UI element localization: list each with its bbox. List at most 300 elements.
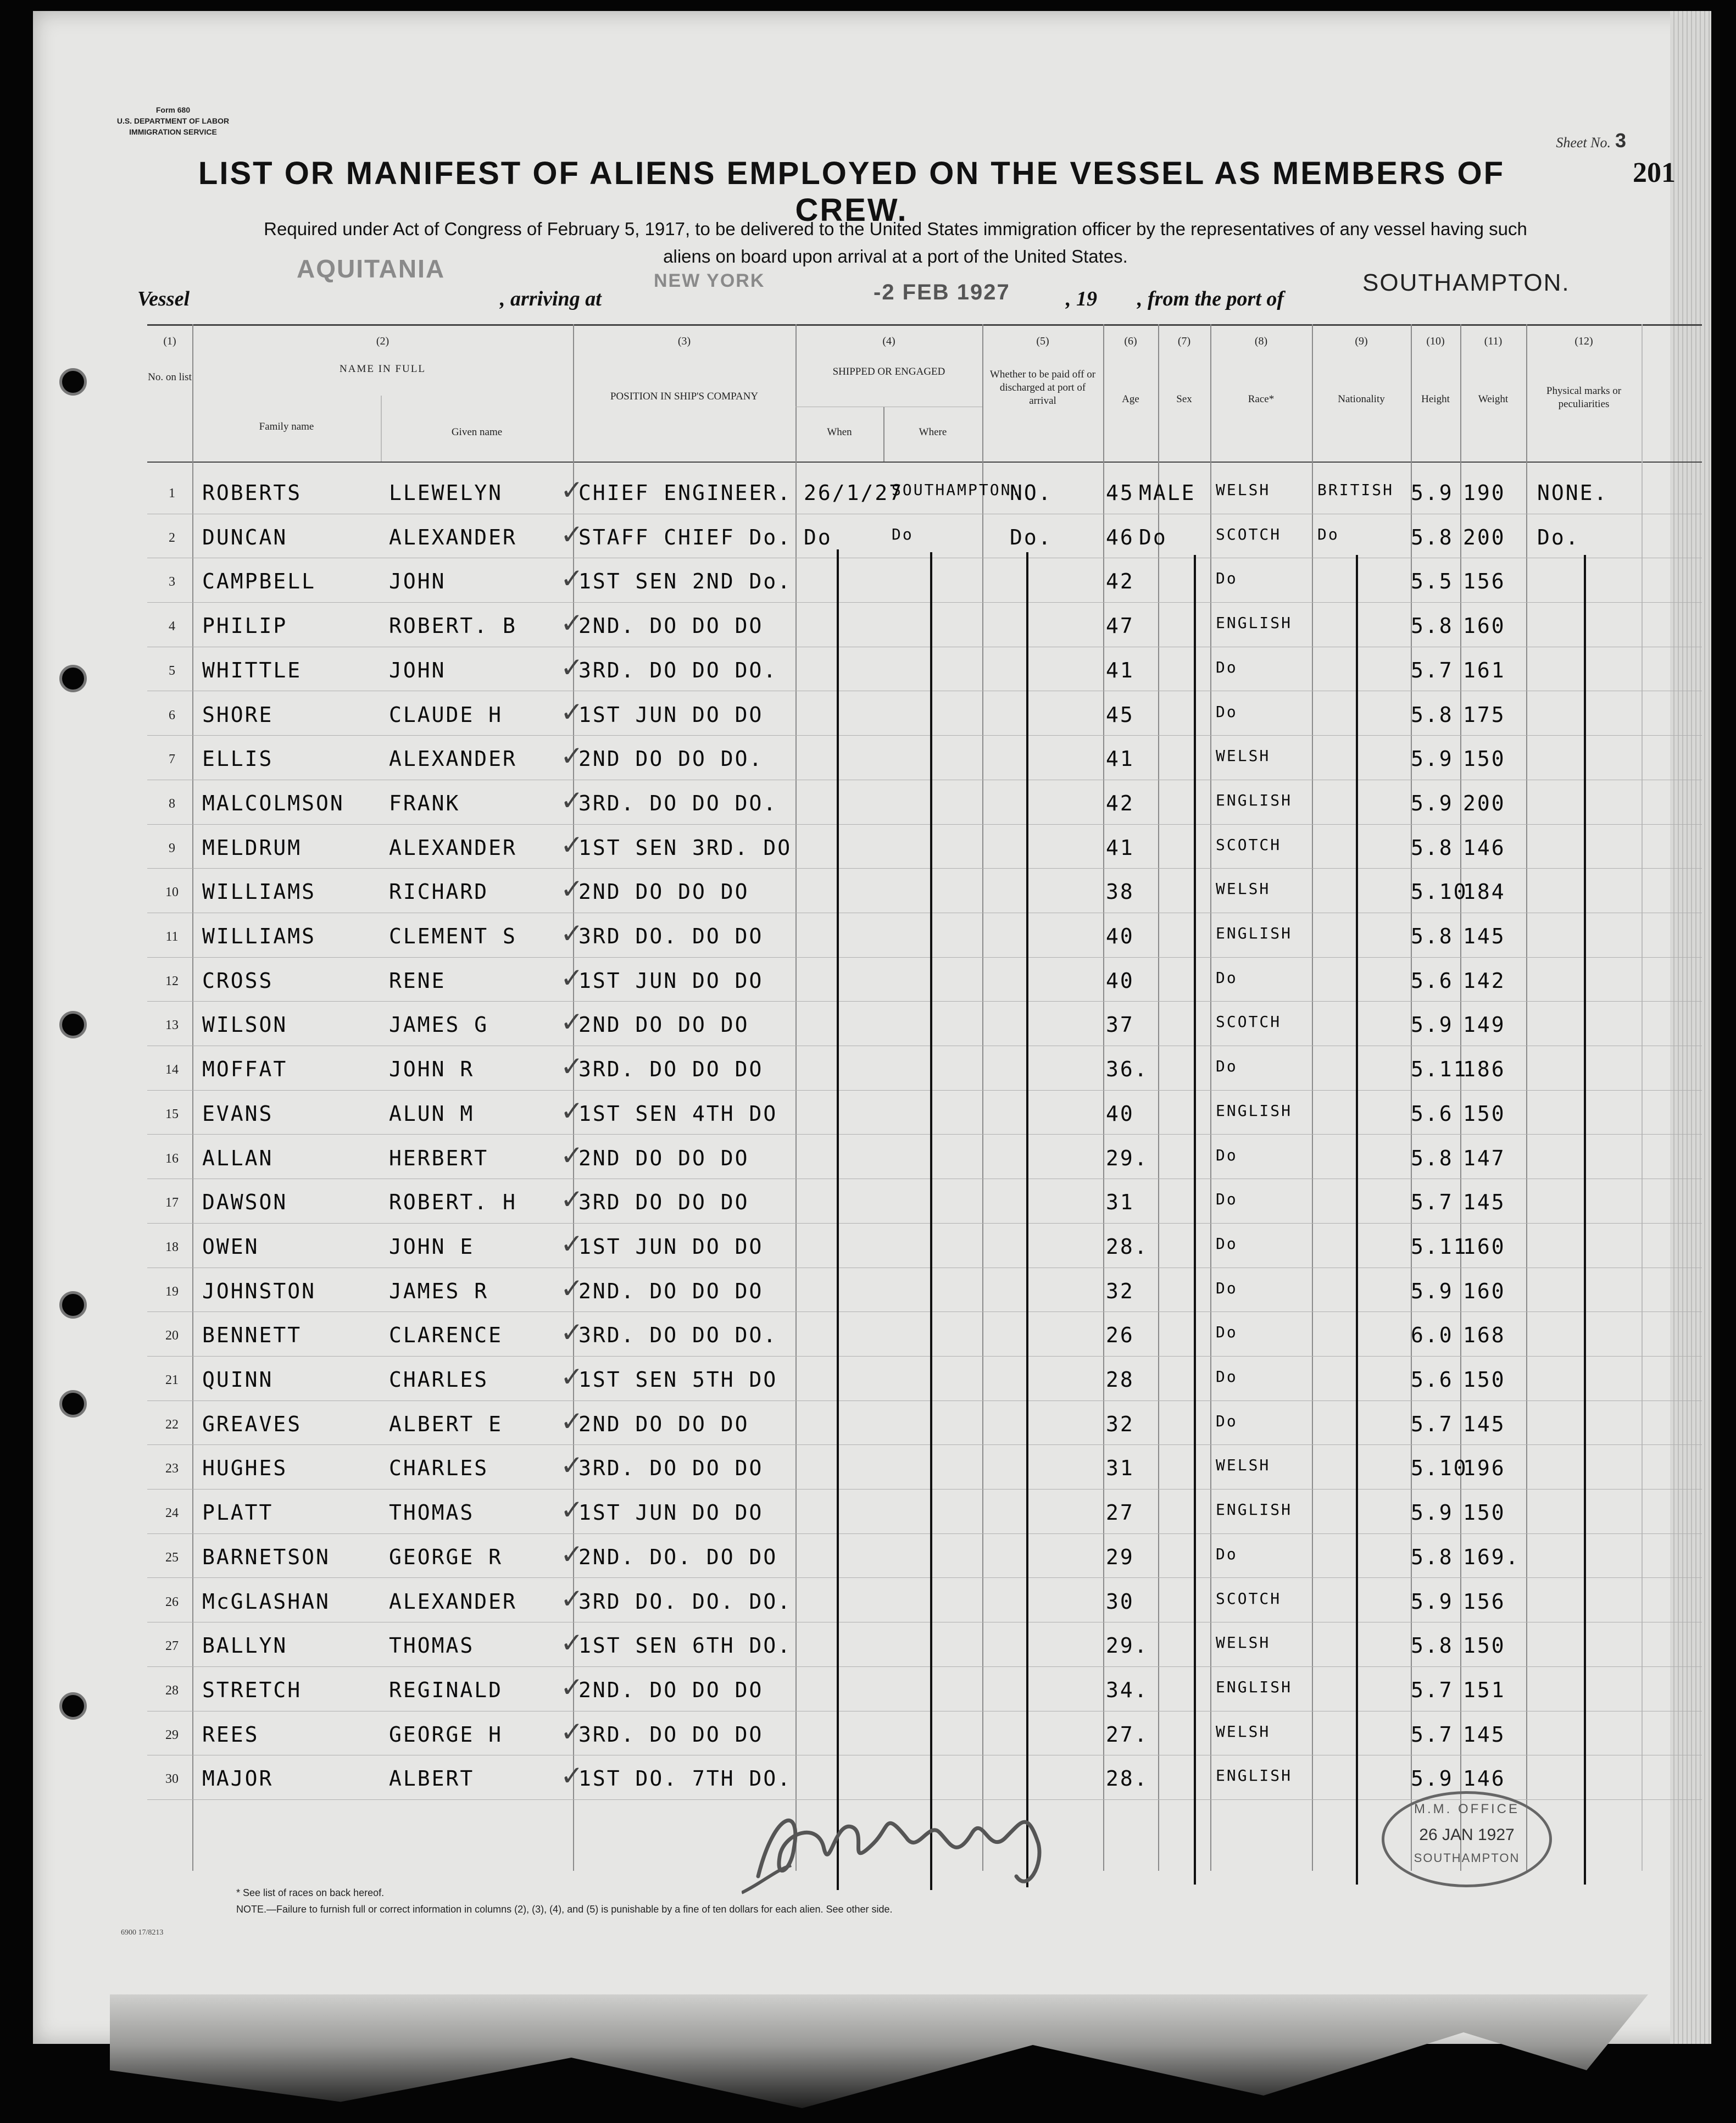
- weight-cell: 160: [1463, 1279, 1506, 1303]
- position-cell: 3RD. DO DO DO.: [578, 791, 778, 815]
- age-cell: 28.: [1106, 1766, 1149, 1791]
- weight-cell: 161: [1463, 658, 1506, 682]
- height-cell: 5.8: [1411, 1146, 1454, 1170]
- row-number: 14: [165, 1063, 179, 1077]
- check-mark-icon: ✓: [560, 651, 583, 683]
- race-cell: WELSH: [1216, 481, 1271, 499]
- given-name-cell: JOHN E: [389, 1234, 475, 1259]
- table-row: [147, 692, 1702, 736]
- header-nationality: Nationality: [1338, 393, 1385, 405]
- given-name-cell: CHARLES: [389, 1368, 489, 1392]
- given-name-cell: CLARENCE: [389, 1323, 503, 1348]
- race-cell: ENGLISH: [1216, 1677, 1293, 1696]
- position-cell: 3RD. DO DO DO.: [578, 658, 778, 682]
- position-cell: 1ST JUN DO DO: [578, 968, 764, 993]
- column-number: (2): [376, 335, 390, 347]
- race-cell: WELSH: [1216, 1456, 1271, 1475]
- binder-hole: [59, 1291, 87, 1319]
- table-row: [147, 1667, 1702, 1711]
- age-cell: 42: [1106, 791, 1134, 815]
- check-mark-icon: ✓: [560, 1760, 583, 1792]
- given-name-cell: THOMAS: [389, 1500, 475, 1525]
- given-name-cell: LLEWELYN: [389, 481, 503, 505]
- column-number: (5): [1036, 335, 1049, 347]
- weight-cell: 196: [1463, 1456, 1506, 1481]
- race-cell: ENGLISH: [1216, 1500, 1293, 1519]
- check-mark-icon: ✓: [560, 1538, 583, 1570]
- check-mark-icon: ✓: [560, 607, 583, 640]
- age-cell: 38: [1106, 880, 1134, 904]
- height-cell: 5.8: [1411, 614, 1454, 638]
- check-mark-icon: ✓: [560, 829, 583, 861]
- position-cell: 3RD. DO DO DO.: [578, 1323, 778, 1348]
- arriving-port: NEW YORK: [654, 270, 765, 291]
- table-row: [147, 736, 1702, 780]
- from-port: SOUTHAMPTON.: [1362, 269, 1570, 296]
- column-number: (4): [882, 335, 895, 347]
- age-cell: 37: [1106, 1013, 1134, 1037]
- weight-cell: 146: [1463, 1766, 1506, 1791]
- from-port-label: , from the port of: [1137, 287, 1284, 310]
- height-cell: 5.7: [1411, 658, 1454, 682]
- weight-cell: 186: [1463, 1057, 1506, 1082]
- family-name-cell: HUGHES: [202, 1456, 288, 1481]
- family-name-cell: DAWSON: [202, 1190, 288, 1215]
- row-number: 1: [169, 486, 175, 501]
- check-mark-icon: ✓: [560, 1139, 583, 1171]
- given-name-cell: ALUN M: [389, 1101, 475, 1126]
- height-cell: 5.8: [1411, 1544, 1454, 1569]
- race-cell: Do: [1216, 569, 1238, 588]
- position-cell: 3RD DO DO DO: [578, 1190, 749, 1215]
- position-cell: 2ND DO DO DO: [578, 1146, 749, 1170]
- position-cell: 1ST SEN 5TH DO: [578, 1368, 778, 1392]
- check-mark-icon: ✓: [560, 873, 583, 905]
- given-name-cell: FRANK: [389, 791, 460, 815]
- row-number: 3: [169, 575, 175, 590]
- height-cell: 6.0: [1411, 1323, 1454, 1348]
- year-label: , 19: [1066, 287, 1097, 310]
- sheet-value: 3: [1615, 129, 1626, 152]
- check-mark-icon: ✓: [560, 1094, 583, 1127]
- marks-cell: Do.: [1537, 525, 1580, 549]
- table-row: [147, 603, 1702, 647]
- table-row: [147, 1534, 1702, 1578]
- check-mark-icon: ✓: [560, 1671, 583, 1703]
- age-cell: 36.: [1106, 1057, 1149, 1082]
- weight-cell: 169.: [1463, 1544, 1520, 1569]
- shipped-when-cell: 26/1/27: [804, 481, 904, 505]
- table-row: [147, 1579, 1702, 1622]
- paid-off-cell: Do.: [1010, 525, 1053, 549]
- weight-cell: 145: [1463, 924, 1506, 948]
- height-cell: 5.6: [1411, 1368, 1454, 1392]
- family-name-cell: CROSS: [202, 968, 274, 993]
- row-number: 25: [165, 1550, 179, 1565]
- ditto-line: [1194, 555, 1196, 1885]
- race-cell: Do: [1216, 1279, 1238, 1297]
- height-cell: 5.9: [1411, 747, 1454, 771]
- height-cell: 5.10: [1411, 1456, 1468, 1481]
- weight-cell: 190: [1463, 481, 1506, 505]
- age-cell: 45: [1106, 702, 1134, 727]
- given-name-cell: GEORGE H: [389, 1722, 503, 1747]
- position-cell: 3RD. DO DO DO: [578, 1456, 764, 1481]
- given-name-cell: THOMAS: [389, 1633, 475, 1658]
- position-cell: 1ST DO. 7TH DO.: [578, 1766, 792, 1791]
- race-cell: Do: [1216, 658, 1238, 676]
- age-cell: 46: [1106, 525, 1134, 549]
- column-number: (8): [1254, 335, 1268, 347]
- vessel-label: Vessel: [137, 287, 190, 310]
- race-cell: Do: [1216, 1323, 1238, 1342]
- table-row: [147, 1268, 1702, 1312]
- height-cell: 5.10: [1411, 880, 1468, 904]
- check-mark-icon: ✓: [560, 1405, 583, 1437]
- arriving-label: , arriving at: [500, 287, 602, 310]
- given-name-cell: HERBERT: [389, 1146, 489, 1170]
- race-cell: WELSH: [1216, 1633, 1271, 1652]
- service-name: IMMIGRATION SERVICE: [129, 127, 217, 136]
- position-cell: 3RD DO. DO DO: [578, 924, 764, 948]
- footnote-penalty: NOTE.—Failure to furnish full or correct information in columns (2), (3), (4), and (5) is punishable by a fine of ten dollars for each alien. See other side.: [236, 1904, 893, 1915]
- position-cell: 1ST JUN DO DO: [578, 1234, 764, 1259]
- header-position: POSITION IN SHIP'S COMPANY: [610, 391, 759, 402]
- family-name-cell: WILLIAMS: [202, 924, 316, 948]
- position-cell: 2ND. DO DO DO: [578, 1279, 764, 1303]
- header-marks: Physical marks or peculiarities: [1546, 385, 1622, 410]
- age-cell: 40: [1106, 924, 1134, 948]
- check-mark-icon: ✓: [560, 740, 583, 772]
- header-paid-off: Whether to be paid off or discharged at port of arrival: [989, 369, 1096, 407]
- family-name-cell: BALLYN: [202, 1633, 288, 1658]
- page-number: 201: [1633, 157, 1676, 188]
- given-name-cell: CHARLES: [389, 1456, 489, 1481]
- officer-signature: [742, 1788, 1099, 1898]
- table-rule: [147, 324, 1702, 326]
- age-cell: 40: [1106, 1101, 1134, 1126]
- sheet-number: [1556, 129, 1626, 152]
- family-name-cell: GREAVES: [202, 1411, 302, 1436]
- check-mark-icon: ✓: [560, 1006, 583, 1038]
- nationality-cell: Do: [1317, 525, 1339, 543]
- age-cell: 41: [1106, 658, 1134, 682]
- position-cell: STAFF CHIEF Do.: [578, 525, 792, 549]
- row-number: 28: [165, 1683, 179, 1698]
- height-cell: 5.8: [1411, 835, 1454, 860]
- race-cell: WELSH: [1216, 747, 1271, 765]
- height-cell: 5.9: [1411, 1589, 1454, 1614]
- row-number: 21: [165, 1373, 179, 1387]
- age-cell: 30: [1106, 1589, 1134, 1614]
- row-number: 16: [165, 1151, 179, 1166]
- page-title: LIST OR MANIFEST OF ALIENS EMPLOYED ON THE VESSEL AS MEMBERS OF CREW.: [198, 155, 1505, 228]
- height-cell: 5.11: [1411, 1234, 1468, 1259]
- table-row: [147, 1224, 1702, 1268]
- weight-cell: 160: [1463, 614, 1506, 638]
- table-row: [147, 1091, 1702, 1135]
- column-number: (9): [1355, 335, 1368, 347]
- table-row: [147, 647, 1702, 691]
- footnotes: [236, 1885, 893, 1918]
- check-mark-icon: ✓: [560, 1494, 583, 1526]
- subtitle-line: aliens on board upon arrival at a port of the United States.: [663, 246, 1128, 266]
- row-number: 17: [165, 1196, 179, 1210]
- binder-hole: [59, 665, 87, 692]
- age-cell: 29.: [1106, 1146, 1149, 1170]
- table-row: [147, 470, 1702, 514]
- position-cell: CHIEF ENGINEER.: [578, 481, 792, 505]
- family-name-cell: McGLASHAN: [202, 1589, 330, 1614]
- height-cell: 5.8: [1411, 525, 1454, 549]
- age-cell: 26: [1106, 1323, 1134, 1348]
- family-name-cell: MELDRUM: [202, 835, 302, 860]
- age-cell: 41: [1106, 747, 1134, 771]
- header-race: Race*: [1248, 393, 1275, 405]
- position-cell: 3RD. DO DO DO: [578, 1722, 764, 1747]
- weight-cell: 150: [1463, 1368, 1506, 1392]
- sex-cell: Do: [1139, 525, 1167, 549]
- check-mark-icon: ✓: [560, 1227, 583, 1260]
- marks-cell: NONE.: [1537, 481, 1609, 505]
- age-cell: 32: [1106, 1279, 1134, 1303]
- row-number: 13: [165, 1018, 179, 1033]
- table-row: [147, 1179, 1702, 1223]
- height-cell: 5.8: [1411, 702, 1454, 727]
- row-number: 15: [165, 1107, 179, 1121]
- family-name-cell: BENNETT: [202, 1323, 302, 1348]
- race-cell: ENGLISH: [1216, 924, 1293, 942]
- height-cell: 5.9: [1411, 1500, 1454, 1525]
- shipped-where-cell: SOUTHAMPTON.: [892, 481, 1023, 499]
- family-name-cell: WILSON: [202, 1013, 288, 1037]
- column-number: (12): [1574, 335, 1593, 347]
- header-name: NAME IN FULL: [340, 363, 426, 375]
- shipped-where-cell: Do: [892, 525, 914, 543]
- check-mark-icon: ✓: [560, 1582, 583, 1615]
- age-cell: 42: [1106, 569, 1134, 594]
- ditto-line: [1356, 555, 1358, 1885]
- header-where: Where: [919, 426, 947, 438]
- table-row: [147, 1312, 1702, 1356]
- position-cell: 1ST JUN DO DO: [578, 702, 764, 727]
- paid-off-cell: NO.: [1010, 481, 1053, 505]
- family-name-cell: MOFFAT: [202, 1057, 288, 1082]
- position-cell: 2ND DO DO DO: [578, 1411, 749, 1436]
- crew-table: [147, 324, 1702, 1871]
- family-name-cell: CAMPBELL: [202, 569, 316, 594]
- race-cell: SCOTCH: [1216, 1589, 1282, 1608]
- given-name-cell: REGINALD: [389, 1677, 503, 1702]
- weight-cell: 147: [1463, 1146, 1506, 1170]
- height-cell: 5.9: [1411, 1766, 1454, 1791]
- race-cell: Do: [1216, 1411, 1238, 1430]
- family-name-cell: MAJOR: [202, 1766, 274, 1791]
- weight-cell: 184: [1463, 880, 1506, 904]
- age-cell: 31: [1106, 1456, 1134, 1481]
- stamp-date: 26 JAN 1927: [1419, 1826, 1515, 1844]
- row-number: 4: [169, 619, 175, 634]
- shipped-when-cell: Do: [804, 525, 832, 549]
- column-number: (6): [1124, 335, 1137, 347]
- age-cell: 29.: [1106, 1633, 1149, 1658]
- table-row: [147, 1490, 1702, 1533]
- weight-cell: 200: [1463, 525, 1506, 549]
- weight-cell: 200: [1463, 791, 1506, 815]
- position-cell: 1ST SEN 3RD. DO: [578, 835, 792, 860]
- table-row: [147, 958, 1702, 1002]
- race-cell: Do: [1216, 1368, 1238, 1386]
- height-cell: 5.6: [1411, 968, 1454, 993]
- race-cell: ENGLISH: [1216, 614, 1293, 632]
- check-mark-icon: ✓: [560, 563, 583, 595]
- row-number: 7: [169, 752, 175, 767]
- weight-cell: 142: [1463, 968, 1506, 993]
- weight-cell: 150: [1463, 1101, 1506, 1126]
- family-name-cell: WILLIAMS: [202, 880, 316, 904]
- weight-cell: 150: [1463, 1500, 1506, 1525]
- table-row: [147, 825, 1702, 869]
- weight-cell: 160: [1463, 1234, 1506, 1259]
- table-row: [147, 514, 1702, 558]
- form-number: Form 680: [155, 105, 191, 114]
- column-number: (11): [1484, 335, 1503, 347]
- header-given-name: Given name: [451, 426, 503, 438]
- row-number: 30: [165, 1772, 179, 1787]
- race-cell: Do: [1216, 1544, 1238, 1563]
- given-name-cell: ROBERT. B: [389, 614, 517, 638]
- row-number: 19: [165, 1284, 179, 1299]
- family-name-cell: ELLIS: [202, 747, 274, 771]
- given-name-cell: JOHN: [389, 658, 446, 682]
- check-mark-icon: ✓: [560, 518, 583, 551]
- family-name-cell: WHITTLE: [202, 658, 302, 682]
- race-cell: SCOTCH: [1216, 525, 1282, 543]
- office-stamp: [1382, 1791, 1552, 1887]
- check-mark-icon: ✓: [560, 1316, 583, 1349]
- age-cell: 34.: [1106, 1677, 1149, 1702]
- department-name: U.S. DEPARTMENT OF LABOR: [116, 116, 230, 125]
- row-number: 11: [165, 930, 179, 944]
- binder-hole: [59, 1692, 87, 1720]
- nationality-cell: BRITISH: [1317, 481, 1394, 499]
- row-number: 29: [165, 1727, 179, 1742]
- check-mark-icon: ✓: [560, 1449, 583, 1482]
- check-mark-icon: ✓: [560, 962, 583, 994]
- age-cell: 28.: [1106, 1234, 1149, 1259]
- weight-cell: 156: [1463, 569, 1506, 594]
- weight-cell: 145: [1463, 1722, 1506, 1747]
- row-number: 5: [169, 663, 175, 678]
- given-name-cell: JOHN R: [389, 1057, 475, 1082]
- table-row: [147, 1002, 1702, 1046]
- table-row: [147, 1445, 1702, 1489]
- height-cell: 5.7: [1411, 1190, 1454, 1215]
- binder-hole: [59, 1390, 87, 1418]
- column-number: (10): [1426, 335, 1445, 347]
- column-number: (3): [677, 335, 691, 347]
- given-name-cell: CLEMENT S: [389, 924, 517, 948]
- header-shipped: SHIPPED OR ENGAGED: [832, 366, 945, 377]
- family-name-cell: STRETCH: [202, 1677, 302, 1702]
- age-cell: 28: [1106, 1368, 1134, 1392]
- height-cell: 5.11: [1411, 1057, 1468, 1082]
- family-name-cell: REES: [202, 1722, 259, 1747]
- row-number: 10: [165, 885, 179, 900]
- arrival-date: -2 FEB 1927: [873, 280, 1010, 304]
- position-cell: 3RD. DO DO DO: [578, 1057, 764, 1082]
- height-cell: 5.7: [1411, 1722, 1454, 1747]
- height-cell: 5.9: [1411, 791, 1454, 815]
- header-age: Age: [1122, 393, 1139, 405]
- given-name-cell: ALEXANDER: [389, 747, 517, 771]
- header-no: No. on list: [148, 371, 192, 383]
- family-name-cell: ROBERTS: [202, 481, 302, 505]
- race-cell: SCOTCH: [1216, 835, 1282, 854]
- family-name-cell: JOHNSTON: [202, 1279, 316, 1303]
- position-cell: 1ST JUN DO DO: [578, 1500, 764, 1525]
- binder-hole: [59, 1011, 87, 1038]
- height-cell: 5.9: [1411, 481, 1454, 505]
- race-cell: Do: [1216, 1190, 1238, 1209]
- column-number: (1): [163, 335, 176, 347]
- check-mark-icon: ✓: [560, 474, 583, 506]
- table-row: [147, 1401, 1702, 1445]
- ditto-line: [1584, 555, 1586, 1885]
- given-name-cell: CLAUDE H: [389, 702, 503, 727]
- position-cell: 1ST SEN 2ND Do.: [578, 569, 792, 594]
- table-row: [147, 1046, 1702, 1090]
- weight-cell: 151: [1463, 1677, 1506, 1702]
- weight-cell: 146: [1463, 835, 1506, 860]
- sheet-label: Sheet No.: [1556, 135, 1611, 151]
- weight-cell: 150: [1463, 1633, 1506, 1658]
- race-cell: Do: [1216, 1234, 1238, 1253]
- age-cell: 45: [1106, 481, 1134, 505]
- header-height: Height: [1421, 393, 1450, 405]
- row-number: 27: [165, 1639, 179, 1654]
- stamp-office: M.M. OFFICE: [1414, 1802, 1520, 1816]
- position-cell: 1ST SEN 4TH DO: [578, 1101, 778, 1126]
- race-cell: Do: [1216, 1057, 1238, 1076]
- weight-cell: 149: [1463, 1013, 1506, 1037]
- row-number: 26: [165, 1594, 179, 1609]
- column-number: (7): [1177, 335, 1191, 347]
- table-row: [147, 1357, 1702, 1400]
- row-number: 6: [169, 708, 175, 723]
- row-number: 23: [165, 1461, 179, 1476]
- position-cell: 2ND DO DO DO: [578, 1013, 749, 1037]
- family-name-cell: MALCOLMSON: [202, 791, 344, 815]
- ditto-line: [1026, 552, 1028, 1887]
- table-row: [147, 1711, 1702, 1755]
- age-cell: 32: [1106, 1411, 1134, 1436]
- height-cell: 5.9: [1411, 1279, 1454, 1303]
- given-name-cell: ALEXANDER: [389, 1589, 517, 1614]
- row-number: 9: [169, 841, 175, 855]
- position-cell: 2ND. DO. DO DO: [578, 1544, 778, 1569]
- family-name-cell: EVANS: [202, 1101, 274, 1126]
- row-number: 24: [165, 1506, 179, 1521]
- position-cell: 2ND. DO DO DO: [578, 1677, 764, 1702]
- check-mark-icon: ✓: [560, 696, 583, 728]
- height-cell: 5.5: [1411, 569, 1454, 594]
- given-name-cell: ALEXANDER: [389, 525, 517, 549]
- table-row: [147, 780, 1702, 824]
- given-name-cell: JAMES G: [389, 1013, 489, 1037]
- table-row: [147, 913, 1702, 957]
- header-weight: Weight: [1478, 393, 1509, 405]
